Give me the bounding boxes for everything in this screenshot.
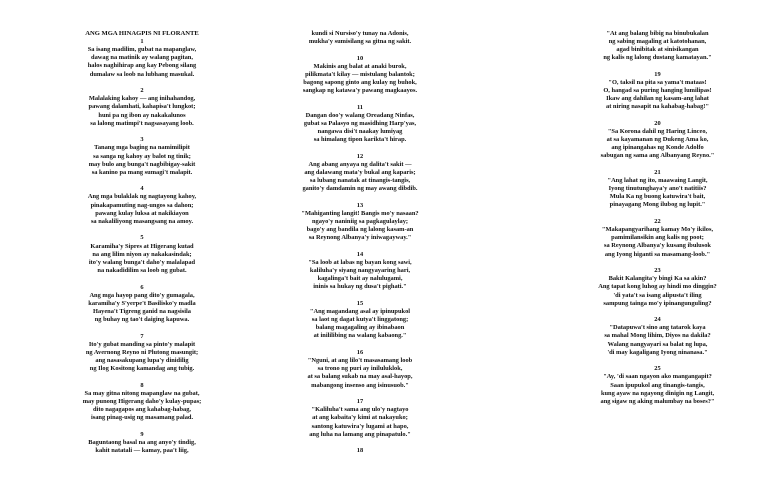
- verse-line: "Datapuwa't sino ang tatarok kaya: [609, 324, 706, 332]
- verse-line: ang Iyong higanti sa masamang-loob.": [604, 250, 711, 258]
- verse-line: kundi si Nursiso'y tunay na Adonis,: [311, 30, 409, 37]
- verse-line: Ikaw ang dahilan ng kasam-ang lahat: [606, 95, 709, 103]
- stanza-number: 3: [140, 136, 144, 144]
- verse-line: "Sa Korona dahil ng Haring Linceo,: [607, 128, 708, 136]
- stanza-number: 24: [654, 316, 661, 324]
- verse-line: "Ang lahat ng ito, maawaing Langit,: [607, 177, 708, 185]
- verse-line: Mula Ka ng buong katuwira't bait,: [609, 193, 706, 201]
- verse-line: sa lubang nanatak at tinangis-tangis,: [309, 177, 411, 185]
- verse-line: "O, taksil na pita sa yama't mataas!: [608, 79, 707, 87]
- verse-line: may punong Higerang daho'y kulay-pupas;: [82, 397, 202, 405]
- verse-line: Ang tapat kong luhog ay hindi mo dinggin?: [598, 283, 717, 291]
- verse-line: may bulo ang bunga't nagbibigay-sakit: [88, 160, 196, 168]
- stanza: [62, 234, 222, 274]
- stanza-number: 10: [356, 54, 364, 62]
- stanza: [275, 300, 445, 340]
- verse-line: Ang mga hayop pang dito'y gumagala,: [89, 291, 195, 299]
- verse-line: kaliluha'y siyang nangyayaring hari,: [309, 267, 411, 275]
- verse-line: dawag na matinik ay walang pagitan,: [91, 54, 193, 62]
- stanza-number: 19: [654, 70, 661, 78]
- verse-line: ang ipinangahas ng Konde Adolfo: [611, 144, 704, 152]
- stanza-number: 6: [140, 283, 144, 291]
- verse-line: ang dalawang mata'y bukal ang kaparis;: [304, 169, 416, 177]
- verse-line: ng kalis ng lalong dustang kamatayan.": [603, 54, 712, 62]
- verse-line: Ito'y gubat manding sa pinto'y malapit: [88, 340, 196, 348]
- verse-line: 'di may kagaligang Iyong ninanasa.": [607, 348, 708, 356]
- verse-line: dumalaw sa loob na lubhang masukal.: [89, 70, 195, 78]
- stanza: [62, 284, 222, 324]
- verse-line: Makinis ang balat at anaki burok,: [313, 62, 407, 70]
- stanza-number: 15: [356, 300, 364, 308]
- verse-line: huni pa ng ibon ay nakakalunos: [98, 111, 186, 119]
- verse-line: Karamiha'y Sipres at Higerang kutad: [90, 242, 194, 250]
- stanza: [570, 71, 745, 111]
- stanza: [275, 398, 445, 438]
- verse-line: nangawa disi't naakay lumiyag: [317, 128, 403, 136]
- stanza-number: 13: [356, 201, 364, 209]
- verse-line: agad binibitak at sinisikangan: [616, 46, 699, 54]
- verse-line: Ang abang anyaya ng dalita't sakit —: [308, 161, 412, 168]
- stanza-number: 4: [140, 185, 144, 193]
- verse-line: sa trono ng puri ay iniluluklok,: [317, 365, 403, 373]
- stanza: [570, 169, 745, 209]
- column-2: [275, 30, 445, 464]
- stanza-number: 21: [654, 169, 661, 177]
- verse-line: sabugan ng sama ang Albanyang Reyno.": [600, 152, 715, 160]
- verse-line: bagong sapong ginto ang kulay ng buhok,: [303, 79, 417, 87]
- verse-line: ito'y walang bunga't daho'y malalapad: [88, 258, 196, 266]
- verse-line: sa Reynong Albanya'y kusang ibulusok: [604, 242, 711, 250]
- verse-line: ang nasasakupang lupa'y dinidilig: [95, 356, 189, 364]
- verse-line: "Mahiganting langit! Bangis mo'y nasaan?: [301, 210, 419, 218]
- verse-line: Walang nangyayari sa balat ng lupa,: [607, 340, 708, 348]
- column-1-stanzas: [62, 38, 222, 455]
- verse-line: O, hangad sa puring hanging lumilipas!: [603, 87, 712, 95]
- verse-line: sa lalong matimpi't nagsasayang loob.: [90, 119, 194, 127]
- verse-line: Tanang mga baging na namimilipit: [94, 144, 190, 152]
- verse-line: gubat sa Palasyo ng masidhing Harp'yas,: [303, 120, 417, 128]
- verse-line: pilikmata't kilay — mistulang balantok;: [305, 70, 415, 78]
- verse-line: Ang mga bulaklak ng nagtayong kahoy,: [87, 193, 197, 201]
- stanza: [62, 382, 222, 422]
- verse-line: ng sabing magaling at katotohanan,: [608, 38, 707, 46]
- stanza: [570, 316, 745, 356]
- stanza: [275, 447, 445, 455]
- column-3-stanzas: [570, 30, 745, 406]
- stanza: [62, 38, 222, 78]
- stanza: [275, 55, 445, 95]
- column-1: [62, 30, 222, 464]
- verse-line: ininis sa hukay ng dusa't pighati.": [313, 283, 407, 291]
- verse-line: sa mahal Mong lihim, Diyos na dakila?: [604, 332, 711, 340]
- verse-line: halos naghihirap ang kay Pebong silang: [87, 62, 197, 70]
- verse-line: pinayagang Mong ilubog ng lupit.": [609, 201, 706, 209]
- verse-line: "Ay, 'di saan ngayon ako mangangapit?: [603, 373, 712, 381]
- verse-line: ganito'y damdamin ng may awang dibdib.: [302, 185, 418, 193]
- stanza-number: 20: [654, 120, 661, 128]
- verse-line: balang magagaling ay ibinabaon: [315, 324, 405, 332]
- verse-line: at inililibing na walang kabaong.": [313, 332, 407, 340]
- verse-line: sa sanga ng kahoy ay balot ng tinik;: [93, 152, 191, 160]
- verse-line: kagalinga't bait ay nalulugami,: [317, 275, 403, 283]
- stanza-number: 11: [356, 103, 364, 111]
- verse-line: kung ayaw na ngayong dinigin ng Langit,: [600, 389, 715, 397]
- verse-line: Malalaking kahoy — ang inihahandog,: [88, 95, 196, 103]
- verse-line: Dangan doo'y walang Oreadang Ninfas,: [305, 111, 415, 119]
- verse-line: pinakapamuting nag-ungos sa dahon;: [90, 201, 194, 209]
- stanza: [570, 120, 745, 160]
- verse-line: na ang lilim niyon ay nakakasindak;: [92, 250, 192, 258]
- verse-line: at sa balang sukab na may asal-hayop,: [307, 373, 413, 381]
- verse-line: Saan ipupukol ang tinangis-tangis,: [610, 381, 705, 389]
- stanza-number: 18: [356, 447, 364, 455]
- stanza-number: 8: [140, 381, 144, 389]
- stanza-number: 2: [140, 87, 144, 95]
- poem-title: ANG MGA HINAGPIS NI FLORANTE: [85, 30, 199, 37]
- verse-line: mabangong insenso ang isinusuob.": [311, 381, 409, 389]
- verse-line: bago'y ang bandila ng lalong kasam-an: [306, 226, 414, 234]
- verse-line: sangkap ng katawa'y pawang magkaayos.: [302, 87, 418, 95]
- verse-line: ng Ilog Kositong kamandag ang tubig.: [89, 364, 195, 372]
- stanza-number: 14: [356, 251, 364, 259]
- stanza: [275, 104, 445, 144]
- verse-line: ngayo'y naniniig sa pagkagulaylay;: [311, 218, 409, 226]
- verse-line: karamiha'y S'yerpe't Basilisko'y madla: [88, 299, 196, 307]
- stanza-number: 16: [356, 349, 364, 357]
- stanza: [570, 218, 745, 258]
- verse-line: at ang kabaita'y kimi at nakayuko;: [312, 414, 408, 422]
- verse-line: ng Avernong Reyno ni Plutong masungit;: [85, 348, 199, 356]
- stanza: [570, 365, 745, 405]
- verse-line: santong katuwira'y lugami at hapo,: [311, 422, 409, 430]
- stanza: [570, 267, 745, 307]
- stanza-number: 7: [140, 332, 144, 340]
- stanza-number: 23: [654, 267, 661, 275]
- stanza-number: 22: [654, 218, 661, 226]
- verse-line: pawang kulay luksa at nakikiayon: [95, 209, 189, 217]
- stanza-number: 1: [140, 38, 144, 46]
- verse-line: "Kaliluha't sama ang ulo'y nagtayo: [311, 406, 409, 414]
- verse-line: isang pinag-usig ng masamang palad.: [90, 414, 194, 422]
- verse-line: ng buhay ng tao't daiging kapuwa.: [94, 315, 190, 323]
- stanza-number: 9: [140, 430, 144, 438]
- stanza: [62, 136, 222, 176]
- verse-line: at sa kayamanan ng Dukeng Ama ko,: [606, 136, 709, 144]
- verse-line: pawang dalamhati, kahapisa't lungkot;: [88, 103, 196, 111]
- stanza: [62, 333, 222, 373]
- stanza: [62, 87, 222, 127]
- stanza: [570, 30, 745, 62]
- verse-line: at niring nasapit na kahabag-habag!": [606, 103, 709, 111]
- verse-line: mukha'y sumisilang sa gitna ng sakit.: [308, 38, 412, 46]
- verse-line: kahit natatali — kamay, paa't liig,: [95, 446, 189, 454]
- verse-line: 'di yata't sa isang alipusta't iling: [613, 291, 702, 299]
- stanza: [275, 30, 445, 46]
- verse-line: Iyong tinutunghaya'y ano't natitiis?: [608, 185, 707, 193]
- verse-line: "At ang balang bibig na binubukalan: [606, 30, 709, 37]
- verse-line: ang luha na lamang ang pinapatulo.": [309, 430, 411, 438]
- stanza-number: 25: [654, 365, 661, 373]
- verse-line: sa Reynong Albanya'y iniwagayway.": [308, 234, 412, 242]
- stanza: [62, 431, 222, 455]
- verse-line: Hayena't Tigreng ganid na nagsisila: [92, 307, 191, 315]
- verse-line: Baguntaong basal na ang anyo'y tindig,: [88, 438, 196, 446]
- verse-line: "Sa loob at labas ng bayan kong sawi,: [308, 259, 412, 267]
- verse-line: sa laot ng dagat kutya't linggatong;: [311, 316, 409, 324]
- verse-line: "Makapangyarihang kamay Mo'y ikilos,: [601, 226, 714, 234]
- verse-line: Bakit Kalangita'y bingi Ka sa akin?: [608, 275, 707, 283]
- verse-line: sa nakaliliyong masangsang na amoy.: [90, 217, 194, 225]
- verse-line: sa kanino pa mang sumagi't malapit.: [91, 168, 193, 176]
- stanza-number: 17: [356, 398, 364, 406]
- verse-line: pamimilansikin ang kalis ng poot;: [611, 234, 704, 242]
- stanza-number: 5: [140, 234, 144, 242]
- verse-line: dito nagagapos ang kahabag-habag,: [92, 405, 192, 413]
- verse-line: "Nguni, at ang lilo't masasamang loob: [307, 357, 413, 365]
- verse-line: sampung tainga mo'y ipinangunguling?: [603, 299, 712, 307]
- verse-line: sa himalang tipon karikta't hirap.: [313, 136, 407, 144]
- verse-line: Sa may gitna nitong mapanglaw na gubat,: [84, 389, 200, 397]
- stanza: [275, 251, 445, 291]
- stanza: [275, 349, 445, 389]
- stanza-number: 12: [356, 152, 364, 160]
- column-2-stanzas: [275, 30, 445, 455]
- stanza: [62, 185, 222, 225]
- stanza: [275, 153, 445, 193]
- column-3: [570, 30, 745, 414]
- verse-line: na nakadidilim sa loob ng gubat.: [97, 266, 187, 274]
- verse-line: ang sigaw ng aking malumbay na boses?": [600, 397, 715, 405]
- verse-line: Sa isang madilim, gubat na mapanglaw,: [87, 46, 197, 54]
- stanza: [275, 202, 445, 242]
- verse-line: "Ang magandang asal ay ipinupukol: [309, 308, 411, 316]
